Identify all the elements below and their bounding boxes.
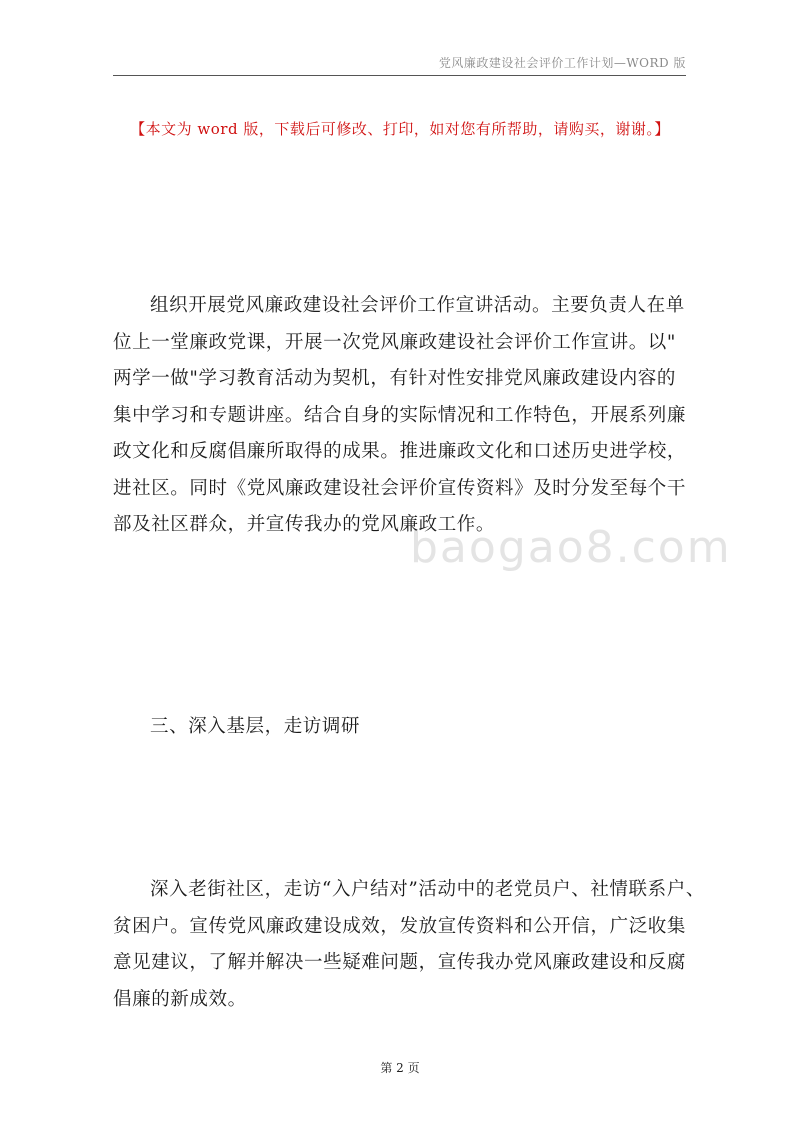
paragraph-propaganda-activity	[113, 288, 686, 544]
paragraph-line: 进社区。同时《党风廉政建设社会评价宣传资料》及时分发至每个干	[113, 477, 687, 499]
paragraph-line: 政文化和反腐倡廉所取得的成果。推进廉政文化和口述历史进学校，	[113, 441, 687, 462]
paragraph-line: 组织开展党风廉政建设社会评价工作宣讲活动。主要负责人在单	[150, 295, 685, 316]
page-header-title: 党风廉政建设社会评价工作计划—WORD 版	[438, 56, 686, 70]
header-divider	[113, 75, 686, 76]
section-heading-text: 三、深入基层，走访调研	[150, 716, 361, 737]
page-number: 第 2 页	[380, 1061, 420, 1075]
paragraph-line: 部及社区群众，并宣传我办的党风廉政工作。	[113, 514, 496, 535]
paragraph-line: 两学一做"学习教育活动为契机，有针对性安排党风廉政建设内容的	[113, 368, 677, 389]
section-heading-3	[113, 709, 686, 746]
paragraph-line: 位上一堂廉政党课，开展一次党风廉政建设社会评价工作宣讲。以"	[113, 331, 677, 353]
watermark-text: baogao8.com	[410, 522, 732, 573]
paragraph-line: 倡廉的新成效。	[113, 988, 247, 1010]
paragraph-community-visits	[113, 872, 705, 1018]
paragraph-line: 贫困户。宣传党风廉政建设成效，发放宣传资料和公开信，广泛收集	[113, 915, 687, 937]
download-notice: 【本文为 word 版，下载后可修改、打印，如对您有所帮助，请购买，谢谢。】	[130, 120, 670, 138]
paragraph-line: 意见建议，了解并解决一些疑难问题，宣传我办党风廉政建设和反腐	[113, 952, 687, 973]
paragraph-line: 深入老街社区，走访“入户结对”活动中的老党员户、社情联系户、	[150, 879, 705, 900]
paragraph-line: 集中学习和专题讲座。结合自身的实际情况和工作特色，开展系列廉	[113, 404, 687, 426]
